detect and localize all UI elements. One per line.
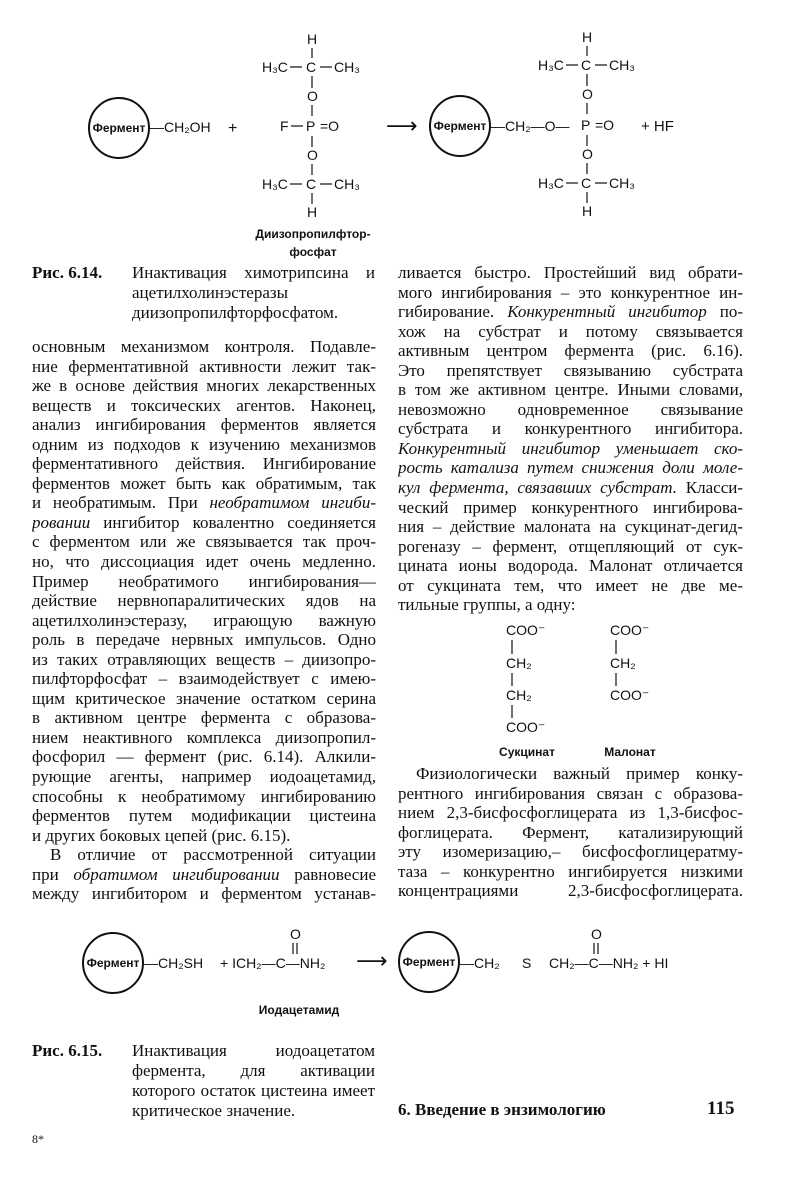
iodoacetamide-o: O bbox=[290, 926, 301, 942]
enzyme-label-615-right: Фермент bbox=[402, 955, 456, 969]
prod-ch3-top: CH₃ bbox=[609, 57, 635, 73]
dfp-name-line1: Диизопропилфтор- bbox=[255, 227, 371, 241]
text-line: но, что диссоциация идет очень медленно. bbox=[32, 552, 376, 572]
prod-c-bottom: C bbox=[581, 175, 592, 191]
dfp-ch3-top: CH₃ bbox=[334, 59, 360, 75]
ch2oh-group: —CH₂OH bbox=[150, 119, 211, 135]
prod-o-top: O bbox=[582, 86, 593, 102]
dfp-c-bottom: C bbox=[306, 176, 317, 192]
text-line: при обратимом ингибировании равновесие bbox=[32, 864, 376, 884]
succinate-name: Сукцинат bbox=[499, 745, 555, 759]
plus-sign-1: + bbox=[228, 120, 238, 137]
text-line: кул фермента, связавших субстрат. Класси- bbox=[398, 478, 743, 498]
dfp-h3c-bottom: H₃C bbox=[262, 176, 288, 192]
mal-coo-top: COO⁻ bbox=[610, 622, 650, 638]
text-line: нием 2,3-бисфосфоглицерата из 1,3-бисфос- bbox=[398, 803, 743, 823]
product-ch2o: —CH₂—O— bbox=[491, 118, 570, 134]
text-line: эту изомеризацию,– бисфосфоглицератму- bbox=[398, 842, 743, 862]
text-line: фосфорил — фермент (рис. 6.14). Алкили- bbox=[32, 747, 376, 767]
text-line: В отличие от рассмотренной ситуации bbox=[50, 845, 376, 865]
text-line: ческий пример конкурентного ингибирова- bbox=[398, 497, 743, 517]
text-line: концентрациями 2,3-бисфосфоглицерата. bbox=[398, 881, 743, 901]
page-number: 115 bbox=[707, 1098, 735, 1119]
dfp-o-top: O bbox=[307, 88, 318, 104]
prod-h3c-bottom: H₃C bbox=[538, 175, 564, 191]
dfp-c-top: C bbox=[306, 59, 317, 75]
malonate-name: Малонат bbox=[604, 745, 656, 759]
text-line: между ингибитором и ферментом устанав- bbox=[32, 884, 376, 904]
product-amide: CH₂—C—NH₂ + HI bbox=[549, 955, 669, 971]
text-line: в активном центре фермента с образова- bbox=[32, 708, 376, 728]
iodoacetamide-name: Иодацетамид bbox=[258, 1003, 340, 1017]
text-line: от сукцината тем, что имеет не две ме- bbox=[398, 575, 743, 595]
text-line: из таких отравляющих веществ – диизопро- bbox=[32, 649, 376, 669]
prod-eq-o: =O bbox=[595, 117, 615, 133]
text-line: же в основе действия многих лекарственных bbox=[32, 376, 376, 396]
text-line: Физиологически важный пример конку- bbox=[416, 764, 743, 783]
prod-ch3-bottom: CH₃ bbox=[609, 175, 635, 191]
text-line: нием неактивного комплекса диизопропил- bbox=[32, 727, 376, 747]
text-line: гибирование. Конкурентный ингибитор по- bbox=[398, 302, 743, 322]
succ-coo-top: COO⁻ bbox=[506, 622, 546, 638]
running-footer-title: 6. Введение в энзимологию bbox=[398, 1100, 606, 1119]
dfp-h-bottom: H bbox=[307, 204, 318, 220]
text-line: невозможно одновременное связывание bbox=[398, 399, 743, 419]
enzyme-label-615-left: Фермент bbox=[86, 956, 140, 970]
prod-o-bottom: O bbox=[582, 146, 593, 162]
text-line: рогеназу – фермент, отщепляющий от сук- bbox=[398, 536, 743, 556]
text-line: таза – конкурентно ингибируется низкими bbox=[398, 861, 743, 881]
text-line: Конкурентный ингибитор уменьшает ско- bbox=[398, 438, 743, 458]
text-line: и других боковых цепей (рис. 6.15). bbox=[32, 825, 291, 845]
text-line: рующие агенты, например иодоацетамид, bbox=[32, 767, 376, 787]
dfp-h3c-top: H₃C bbox=[262, 59, 288, 75]
prod-p: P bbox=[581, 117, 591, 133]
text-line: с ферментом или же связывается так проч- bbox=[32, 532, 376, 552]
reaction-arrow-2: ⟶ bbox=[356, 948, 388, 973]
succ-ch2-2: CH₂ bbox=[506, 687, 532, 703]
text-line: роль в передаче нервных импульсов. Одно bbox=[32, 630, 376, 650]
text-line: субстрата и конкурентного ингибитора. bbox=[398, 419, 743, 439]
text-line: пилфторфосфат – взаимодействует с имею- bbox=[32, 669, 376, 689]
dfp-p: P bbox=[306, 118, 316, 134]
dfp-name-line2: фосфат bbox=[289, 245, 337, 259]
dfp-h-top: H bbox=[307, 31, 318, 47]
caption-label-6-14: Рис. 6.14. bbox=[32, 263, 103, 282]
prod-h-top: H bbox=[582, 29, 593, 45]
text-line: способны к необратимому ингибированию bbox=[32, 786, 376, 806]
text-line: в том же активном центре. Иными словами, bbox=[398, 380, 743, 400]
dfp-ch3-bottom: CH₃ bbox=[334, 176, 360, 192]
product-s: S bbox=[522, 955, 532, 971]
dfp-eq-o: =O bbox=[320, 118, 340, 134]
text-line: ливается быстро. Простейший вид обрати- bbox=[398, 263, 743, 282]
enzyme-label-right: Фермент bbox=[433, 119, 487, 133]
text-line: Пример необратимого ингибирования— bbox=[32, 571, 376, 591]
dfp-o-bottom: O bbox=[307, 147, 318, 163]
text-line: рость катализа путем снижения доли моле- bbox=[398, 458, 743, 478]
text-line: ферментов может быть как обратимым, так bbox=[32, 473, 376, 493]
text-line: ферментативного действия. Ингибирование bbox=[32, 454, 376, 474]
dfp-f: F bbox=[280, 118, 289, 134]
text-line: веществ и токсических агентов. Наконец, bbox=[32, 395, 376, 415]
prod-h-bottom: H bbox=[582, 203, 593, 219]
text-line: тильные группы, а одну: bbox=[398, 595, 576, 615]
succ-coo-bottom: COO⁻ bbox=[506, 719, 546, 735]
caption-label-6-15: Рис. 6.15. bbox=[32, 1041, 103, 1060]
text-line: ние ферментативной активности лежит так- bbox=[32, 356, 376, 376]
product-ch2: —CH₂ bbox=[460, 955, 500, 971]
text-line: и необратимым. При необратимом ингиби- bbox=[32, 493, 376, 513]
prod-c-top: C bbox=[581, 57, 592, 73]
text-line: активным центром фермента (рис. 6.16). bbox=[398, 341, 743, 361]
text-line: хож на субстрат и потому связывается bbox=[398, 321, 743, 341]
enzyme-label-left: Фермент bbox=[92, 121, 146, 135]
text-line: Это препятствует связыванию субстрата bbox=[398, 360, 743, 380]
product-o: O bbox=[591, 926, 602, 942]
text-line: щим критическое значение остатком серина bbox=[32, 688, 376, 708]
text-line: действие нервнопаралитических ядов на bbox=[32, 591, 376, 611]
text-line: ферментов путем модификации цистеина bbox=[32, 806, 376, 826]
text-line: рентного ингибирования связан с образова- bbox=[398, 783, 743, 803]
mal-coo-bottom: COO⁻ bbox=[610, 687, 650, 703]
text-line: основным механизмом контроля. Подавле- bbox=[32, 337, 376, 356]
text-line: ния – действие малоната на сукцинат-дегид- bbox=[398, 517, 743, 537]
ch2sh-group: —CH₂SH bbox=[144, 955, 204, 971]
mal-ch2: CH₂ bbox=[610, 655, 636, 671]
text-line: цината ионы водорода. Малонат отличается bbox=[398, 556, 743, 576]
text-line: мого ингибирования – это конкурентное ин- bbox=[398, 282, 743, 302]
hf-product: + HF bbox=[641, 118, 674, 135]
reaction-arrow-1: ⟶ bbox=[386, 113, 418, 138]
text-line: одним из подходов к изучению механизмов bbox=[32, 434, 376, 454]
iodoacetamide-formula: + ICH₂—C—NH₂ bbox=[220, 955, 326, 971]
text-line: ровании ингибитор ковалентно соединяется bbox=[32, 512, 376, 532]
prod-h3c-top: H₃C bbox=[538, 57, 564, 73]
text-line: ацетилхолинэстеразу, играющую важную bbox=[32, 610, 376, 630]
caption-text-6-15: Инактивация иодоацетатом фермента, для активации которого остаток цистеина имеет критическое значение. bbox=[132, 1041, 375, 1120]
text-line: фоглицерата. Фермент, катализирующий bbox=[398, 822, 743, 842]
caption-text-6-14: Инактивация химотрипсина и ацетилхолинэстеразы диизопропилфторфосфатом. bbox=[132, 263, 375, 322]
succ-ch2-1: CH₂ bbox=[506, 655, 532, 671]
text-line: анализ ингибирования ферментов является bbox=[32, 415, 376, 435]
printer-signature: 8* bbox=[32, 1132, 44, 1146]
